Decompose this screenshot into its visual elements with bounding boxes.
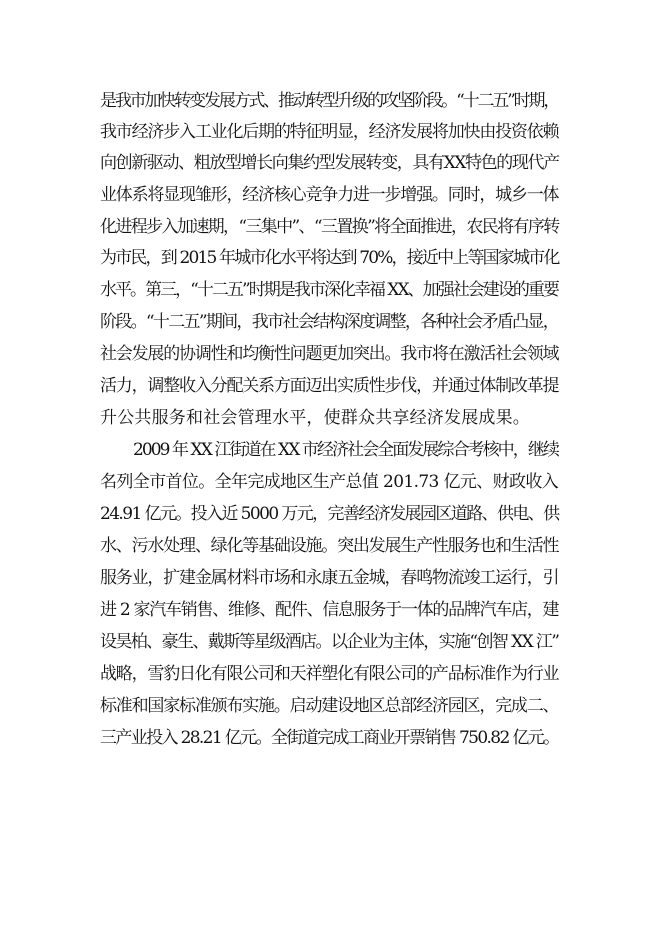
text-line-3: 向创新驱动、粗放型增长向集约型发展转变，具有XX特色的现代产 bbox=[100, 153, 559, 173]
text-line-8: 阶段。“十二五”期间，我市社会结构深度调整，各种社会矛盾凸显， bbox=[100, 312, 559, 332]
text-line-1: 是我市加快转变发展方式、推动转型升级的攻坚阶段。“十二五”时期， bbox=[100, 91, 559, 111]
text-line-20: 标准和国家标准颁布实施。启动建设地区总部经济园区，完成二、 bbox=[100, 696, 559, 716]
text-line-10: 活力，调整收入分配关系方面迈出实质性步伐，并通过体制改革提 bbox=[100, 376, 559, 396]
text-line-13: 名列全市首位。全年完成地区生产总值 201.73 亿元、财政收入 bbox=[100, 472, 559, 492]
text-line-21: 三产业投入 28.21 亿元。全街道完成工商业开票销售 750.82 亿元。 bbox=[100, 728, 559, 748]
text-line-17: 进 2 家汽车销售、维修、配件、信息服务于一体的品牌汽车店，建 bbox=[100, 600, 559, 620]
text-line-4: 业体系将显现雏形，经济核心竞争力进一步增强。同时，城乡一体 bbox=[100, 185, 559, 205]
text-line-11: 升公共服务和社会管理水平，使群众共享经济发展成果。 bbox=[100, 408, 530, 428]
text-line-14: 24.91 亿元。投入近 5000 万元，完善经济发展园区道路、供电、供 bbox=[100, 504, 559, 524]
text-line-7: 水平。第三，“十二五”时期是我市深化幸福 XX、加强社会建设的重要 bbox=[100, 280, 558, 300]
text-line-9: 社会发展的协调性和均衡性问题更加突出。我市将在激活社会领域 bbox=[100, 344, 559, 364]
text-line-5: 化进程步入加速期，“三集中”、“三置换”将全面推进，农民将有序转 bbox=[100, 217, 559, 237]
text-line-6: 为市民，到 2015 年城市化水平将达到 70%，接近中上等国家城市化 bbox=[100, 248, 559, 268]
text-line-15: 水、污水处理、绿化等基础设施。突出发展生产性服务也和生活性 bbox=[100, 536, 559, 556]
paragraph-2-first-line: 2009 年 XX 江街道在 XX 市经济社会全面发展综合考核中，继续 bbox=[133, 440, 558, 460]
text-line-19: 战略，雪豹日化有限公司和天祥塑化有限公司的产品标准作为行业 bbox=[100, 664, 559, 684]
text-line-16: 服务业，扩建金属材料市场和永康五金城，春鸣物流竣工运行，引 bbox=[100, 568, 559, 588]
text-line-18: 设昊柏、豪生、戴斯等星级酒店。以企业为主体，实施“创智 XX 江” bbox=[100, 632, 559, 652]
text-line-2: 我市经济步入工业化后期的特征明显，经济发展将加快由投资依赖 bbox=[100, 122, 559, 142]
